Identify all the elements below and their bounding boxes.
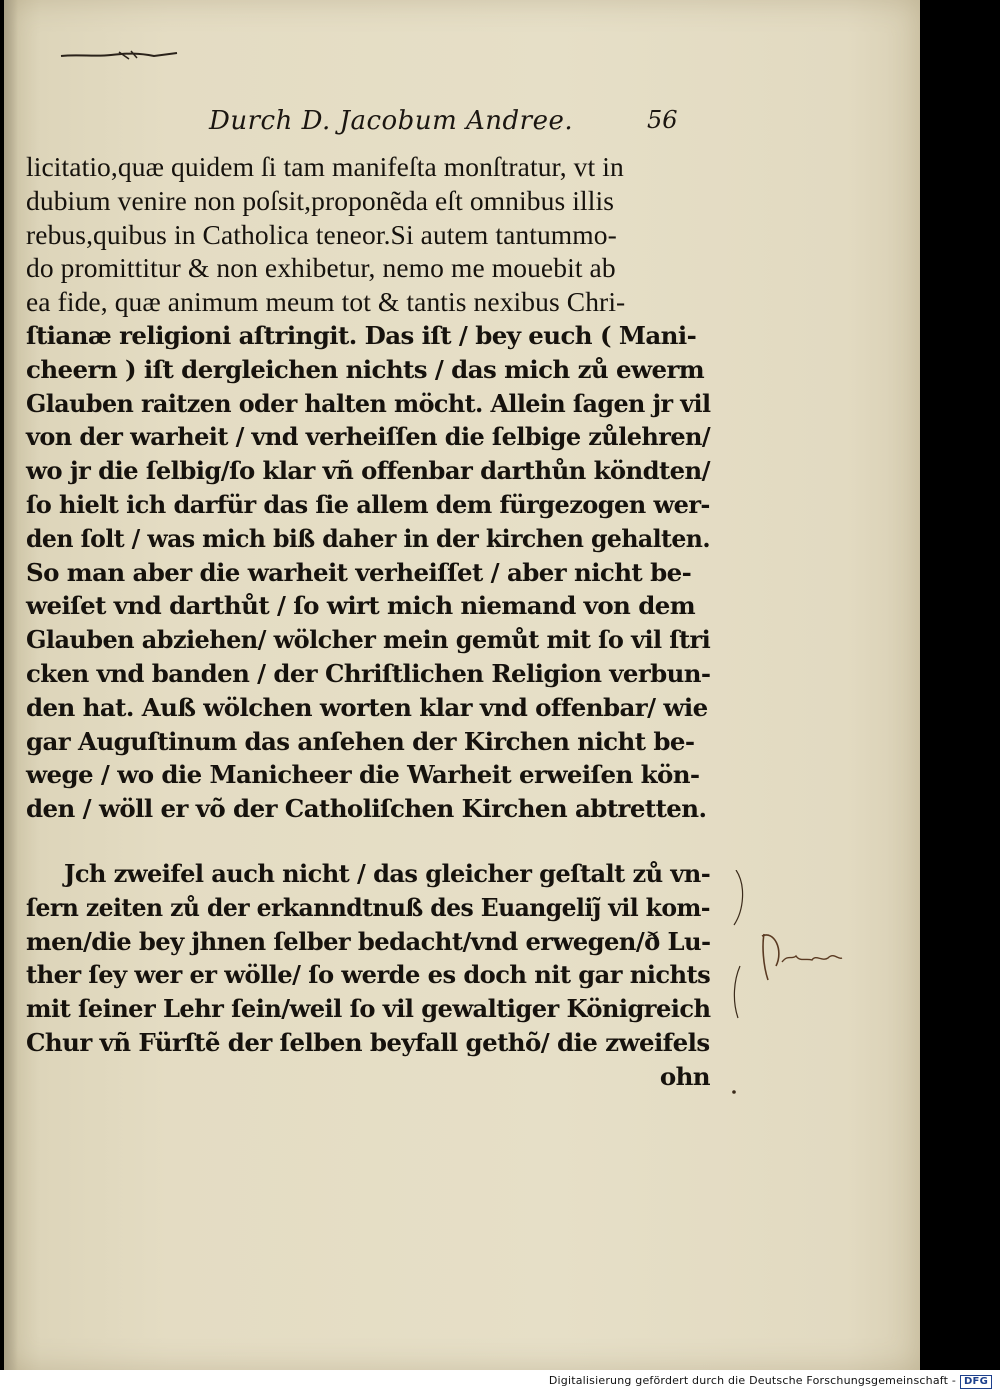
ink-scrawl-mark bbox=[59, 48, 179, 62]
paragraph-1 bbox=[26, 150, 736, 826]
running-head: Durch D. Jacobum Andree. bbox=[209, 106, 574, 136]
text-line: cheern ) iſt dergleichen nichts / das mich zů ewerm bbox=[26, 354, 705, 384]
text-line: gar Auguſtinum das anſehen der Kirchen nicht be- bbox=[26, 726, 695, 756]
text-line: Glauben abziehen/ wölcher mein gemůt mit ſo vil ſtri bbox=[26, 625, 711, 655]
text-line: wo jr die ſelbig/ſo klar vñ offenbar darthůn köndten/ bbox=[26, 456, 710, 486]
text-line: ea fide, quæ animum meum tot & tantis nexibus Chri- bbox=[26, 286, 626, 318]
text-line: mit ſeiner Lehr ſein/weil ſo vil gewaltiger Königreich bbox=[26, 994, 711, 1024]
credit-text: Digitalisierung gefördert durch die Deutsche Forschungsgemeinschaft - bbox=[548, 1374, 957, 1387]
text-line: weiſet vnd darthůt / ſo wirt mich niemand von dem bbox=[26, 591, 696, 621]
text-line: von der warheit / vnd verheiſſen die ſelbige zůlehren/ bbox=[26, 422, 711, 452]
text-line: dubium venire non poſsit,proponẽda eſt omnibus illis bbox=[26, 184, 614, 216]
text-line: men/die bey jhnen ſelber bedacht/vnd erwegen/ð Lu- bbox=[26, 926, 711, 956]
catchword: ohn bbox=[659, 1061, 710, 1091]
text-line: ſern zeiten zů der erkanndtnuß des Euangeliȷ̃ vil kom- bbox=[26, 892, 710, 922]
book-page bbox=[4, 0, 920, 1370]
handwritten-marginalia bbox=[724, 870, 864, 1100]
text-line: den ſolt / was mich biß daher in der kirchen gehalten. bbox=[26, 523, 711, 553]
footer-credit bbox=[549, 1374, 992, 1389]
text-line: den hat. Auß wölchen worten klar vnd offenbar/ wie bbox=[26, 692, 708, 722]
text-line: do promittitur & non exhibetur, nemo me mouebit ab bbox=[26, 252, 616, 284]
paragraph-2 bbox=[26, 857, 739, 1094]
text-line: So man aber die warheit verheiſſet / aber nicht be- bbox=[26, 557, 692, 587]
text-line: den / wöll er võ der Catholiſchen Kirchen abtretten. bbox=[26, 794, 707, 824]
text-line: ſtianæ religioni aſtringit. Das iſt / bey euch ( Mani- bbox=[26, 320, 697, 350]
text-line: cken vnd banden / der Chriſtlichen Religion verbun- bbox=[26, 658, 711, 688]
text-line: Chur vñ Fürſtẽ der ſelben beyfall gethõ/ die zweifels bbox=[26, 1027, 710, 1057]
text-line: Glauben raitzen oder halten möcht. Allein ſagen jr vil bbox=[26, 388, 711, 418]
text-line: wege / wo die Manicheer die Warheit erweiſen kön- bbox=[26, 760, 700, 790]
page-number: 56 bbox=[647, 106, 678, 134]
text-line: rebus,quibus in Catholica teneor.Si autem tantummo- bbox=[26, 218, 617, 250]
text-line: ther ſey wer er wölle/ ſo werde es doch nit gar nichts bbox=[26, 960, 711, 990]
text-line: licitatio,quæ quidem ſi tam manifeſta monſtratur, vt in bbox=[26, 151, 624, 182]
text-line: ſo hielt ich darfür das ſie allem dem fürgezogen wer- bbox=[26, 489, 710, 519]
dfg-logo: DFG bbox=[960, 1375, 992, 1389]
text-line: Jch zweifel auch nicht / das gleicher geſtalt zů vn- bbox=[64, 859, 711, 888]
